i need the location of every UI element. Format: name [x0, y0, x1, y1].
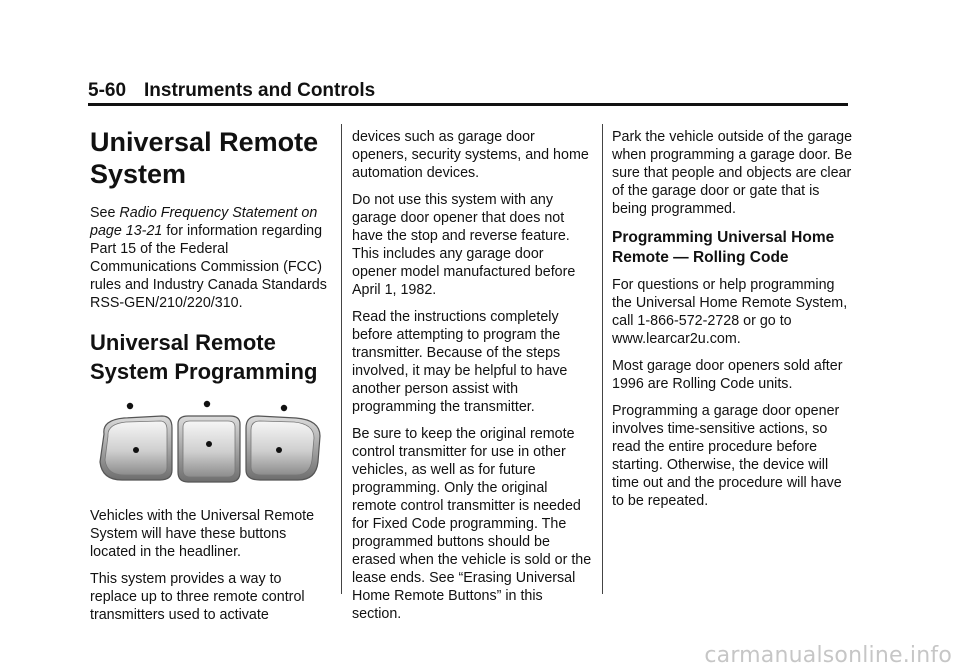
cross-reference-link[interactable]: Radio Frequency Statement on page 13-21 — [90, 205, 318, 239]
subheading-rolling-code: Programming Universal Home Remote — Rolling Code — [612, 229, 835, 266]
section-heading-universal-remote: Universal Remote System — [90, 127, 319, 189]
page-number: 5-60 — [88, 80, 127, 101]
page-header — [88, 80, 375, 102]
see-prefix: See — [90, 205, 120, 221]
column-2 — [352, 126, 592, 632]
remote-button-3 — [246, 416, 320, 480]
paragraph-park-vehicle: Park the vehicle outside of the garage when programming a garage door. Be sure that people and objects are clear of the garage door or gate that is being programmed. — [612, 129, 853, 217]
paragraph-do-not-use: Do not use this system with any garage door opener that does not have the stop and reverse feature. This includes any garage door opener model manufactured before April 1, 1982. — [352, 192, 576, 298]
paragraph-see-radio — [90, 204, 330, 312]
remote-button-1 — [100, 416, 172, 480]
indicator-dot-3 — [281, 405, 287, 411]
remote-button-2 — [178, 416, 240, 482]
column-divider-1 — [341, 124, 342, 594]
column-1 — [90, 126, 330, 633]
watermark-text: carmanualsonline.info — [704, 643, 952, 668]
paragraph-vehicles-with: Vehicles with the Universal Remote System will have these buttons located in the headliner. — [90, 508, 315, 560]
indicator-dot-1 — [127, 403, 133, 409]
paragraph-this-system: This system provides a way to replace up to three remote control transmitters used to activate — [90, 571, 305, 623]
paragraph-keep-original: Be sure to keep the original remote control transmitter for use in other vehicles, as well as for future programming. Only the original remote control transmitter is needed for Fixed Code programming. The programmed buttons should be erased when the vehicle is sold or the lease ends. See “Erasing Universal Home Remote Buttons” in this section. — [352, 426, 592, 622]
indicator-dot-2 — [204, 401, 210, 407]
column-3 — [612, 126, 857, 519]
paragraph-time-sensitive: Programming a garage door opener involves time-sensitive actions, so read the entire procedure before starting. Otherwise, the device will time out and the procedure will have to be repeated. — [612, 403, 842, 509]
paragraph-most-openers: Most garage door openers sold after 1996 are Rolling Code units. — [612, 358, 843, 392]
column-divider-2 — [602, 124, 603, 594]
see-suffix: for information regarding Part 15 of the Federal Communications Commission (FCC) rules and Industry Canada Standards RSS-GEN/210/220/310. — [90, 223, 327, 311]
chapter-title: Instruments and Controls — [144, 80, 376, 101]
headliner-buttons-illustration — [94, 400, 326, 490]
header-rule — [88, 103, 848, 106]
paragraph-devices: devices such as garage door openers, security systems, and home automation devices. — [352, 129, 589, 181]
paragraph-read-instructions: Read the instructions completely before attempting to program the transmitter. Because of the steps involved, it may be helpful to have another person assist with programming the transmitter. — [352, 309, 568, 415]
paragraph-questions: For questions or help programming the Universal Home Remote System, call 1-866-572-2728 or go to www.learcar2u.com. — [612, 277, 848, 347]
section-heading-programming: Universal Remote System Programming — [90, 330, 318, 384]
